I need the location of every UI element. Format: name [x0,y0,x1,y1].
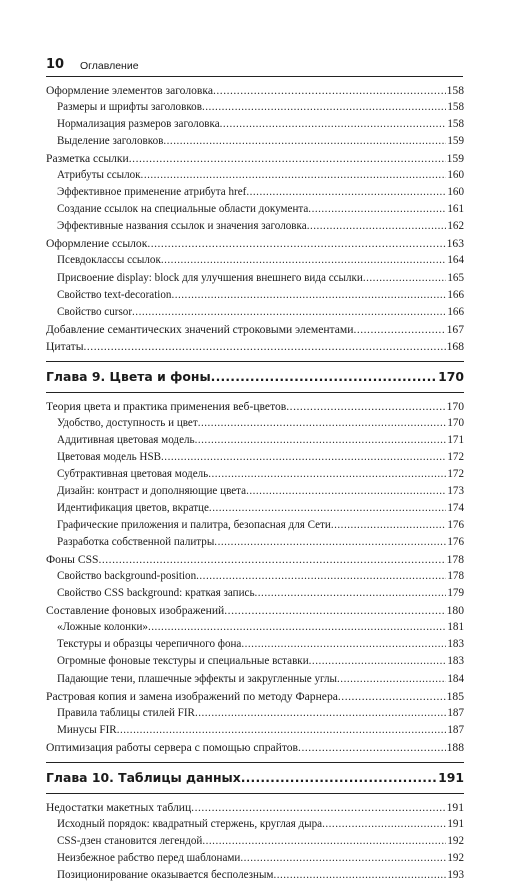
toc-entry-title: Разработка собственной палитры [57,536,215,549]
toc-entry-title: Размеры и шрифты заголовков [57,101,202,114]
toc-entry-title: Оформление ссылок [46,237,148,251]
toc-entry-page: 188 [446,740,464,754]
toc-subsection-row [46,816,464,833]
dot-leader [196,568,446,585]
toc-entry-page: 174 [447,502,464,515]
toc-subsection-row [46,184,464,201]
toc-section-row [46,398,464,415]
header-rule [46,76,463,77]
dot-leader [147,235,445,252]
dot-leader [246,483,446,500]
toc-subsection-row [46,99,464,116]
dot-leader [241,636,446,653]
toc-entry-title: Разметка ссылки [46,152,129,166]
toc-entry-title: Падающие тени, плашечные эффекты и закругленные углы [57,672,338,685]
toc-entry-page: 163 [446,237,464,251]
toc-entry-title: Цитаты [46,339,84,353]
toc-entry-page: 158 [447,101,464,114]
dot-leader [98,551,445,568]
toc-entry-title: Эффективные названия ссылок и значения заголовка [57,220,307,233]
toc-section-row [46,602,464,619]
dot-leader [208,466,446,483]
dot-leader [241,763,437,793]
dot-leader [307,218,447,235]
toc-subsection-row [46,568,464,585]
dot-leader [337,671,446,688]
toc-subsection-row [46,432,464,449]
toc-entry-page: 162 [447,220,464,233]
toc-entry-title: Свойство cursor [57,305,133,318]
toc-entry-page: 176 [447,519,464,532]
toc-subsection-row [46,449,464,466]
dot-leader [141,167,447,184]
toc-entry-page: 168 [446,339,464,353]
toc-subsection-row [46,270,464,287]
dot-leader [161,449,446,466]
dot-leader [84,338,446,355]
dot-leader [213,82,446,99]
toc-entry-title: Добавление семантических значений строковыми элементами [46,322,354,336]
toc-entry-title: Присвоение display: block для улучшения внешнего вида ссылки [57,271,363,284]
dot-leader [331,517,447,534]
toc-entry-page: 158 [447,118,464,131]
toc-subsection-row [46,867,464,884]
toc-section-row [46,739,464,756]
toc-entry-page: 171 [447,433,464,446]
toc-entry-page: 176 [447,536,464,549]
dot-leader [240,850,446,867]
toc-entry-page: 166 [447,305,464,318]
toc-entry-title: Растровая копия и замена изображений по методу Фарнера [46,689,338,703]
toc-subsection-row [46,671,464,688]
toc-entry-page: 181 [447,621,464,634]
toc-subsection-row [46,653,464,670]
dot-leader [148,619,446,636]
toc-subsection-row [46,415,464,432]
toc-subsection-row [46,850,464,867]
toc-section-row [46,235,464,252]
toc-subsection-row [46,218,464,235]
toc-subsection-row [46,466,464,483]
dot-leader [363,270,447,287]
toc-subsection-row [46,517,464,534]
dot-leader [286,398,445,415]
toc-subsection-row [46,833,464,850]
toc-subsection-row [46,483,464,500]
toc-entry-title: Выделение заголовков [57,135,164,148]
toc-entry-page: 178 [447,570,464,583]
running-header [46,57,462,73]
toc-entry-title: Графические приложения и палитра, безопасная для Сети [57,519,331,532]
toc-entry-page: 167 [446,322,464,336]
toc-subsection-row [46,722,464,739]
toc-entry-page: 192 [447,851,464,864]
toc-section-row [46,338,464,355]
dot-leader [195,432,447,449]
toc-entry-title: Недостатки макетных таблиц [46,800,192,814]
dot-leader [191,799,445,816]
toc-entry-title: Теория цвета и практика применения веб-цветов [46,399,287,413]
toc-entry-title: Фоны CSS [46,553,99,567]
toc-entry-page: 158 [446,84,464,97]
dot-leader [322,816,446,833]
toc-subsection-row [46,585,464,602]
toc-entry-page: 185 [446,689,464,703]
toc-entry-title: Свойство CSS background: краткая запись [57,587,255,600]
dot-leader [309,653,447,670]
toc-entry-title: Текстуры и образцы черепичного фона [57,638,242,651]
toc-subsection-row [46,304,464,321]
dot-leader [214,534,446,551]
dot-leader [353,321,445,338]
dot-leader [129,150,446,167]
toc-entry-title: Правила таблицы стилей FIR [57,706,195,719]
toc-entry-page: 166 [447,288,464,301]
toc-entry-title: Псевдоклассы ссылок [57,254,161,267]
dot-leader [209,500,446,517]
toc-entry-title: Оптимизация работы сервера с помощью спрайтов [46,740,299,754]
toc-subsection-row [46,500,464,517]
dot-leader [308,201,446,218]
toc-entry-page: 170 [446,399,464,413]
dot-leader [202,99,446,116]
toc-entry-title: Неизбежное рабство перед шаблонами [57,851,241,864]
toc-entry-page: 173 [447,484,464,497]
toc-entry-page: 183 [447,655,464,668]
toc-entry-page: 193 [447,868,464,881]
toc-entry-page: 191 [446,800,464,814]
page-number: 10 [46,57,65,72]
dot-leader [246,184,446,201]
running-title: Оглавление [80,60,139,72]
dot-leader [273,867,446,884]
toc-entry-title: «Ложные колонки» [57,621,148,634]
dot-leader [163,133,446,150]
toc-entry-title: Оформление элементов заголовка [46,84,213,97]
toc-entry-page: 187 [447,723,464,736]
toc-subsection-row [46,705,464,722]
toc-entry-page: 187 [447,706,464,719]
toc-entry-page: 160 [447,169,464,182]
toc-entry-page: 172 [447,467,464,480]
dot-leader [202,833,446,850]
toc-entry-title: Минусы FIR [57,723,117,736]
toc-section-row [46,688,464,705]
toc-entry-title: Огромные фоновые текстуры и специальные вставки [57,655,309,668]
toc-entry-page: 161 [447,203,464,216]
dot-leader [224,602,445,619]
toc-entry-title: Эффективное применение атрибута href [57,186,247,199]
toc-entry-title: Свойство background-position [57,570,197,583]
dot-leader [338,688,446,705]
toc-chapter-row [46,762,464,794]
dot-leader [132,304,446,321]
toc-entry-title: Глава 9. Цвета и фоны [46,368,211,384]
toc-subsection-row [46,133,464,150]
toc-section-row [46,799,464,816]
toc-subsection-row [46,287,464,304]
toc-subsection-row [46,636,464,653]
toc-subsection-row [46,252,464,269]
toc-entry-title: Удобство, доступность и цвет [57,416,198,429]
toc-subsection-row [46,534,464,551]
dot-leader [220,116,447,133]
toc-entry-page: 192 [447,834,464,847]
toc-chapter-row [46,361,464,393]
toc-entry-title: Идентификация цветов, вкратце [57,502,209,515]
dot-leader [117,722,447,739]
dot-leader [161,252,447,269]
toc-entry-page: 159 [447,135,464,148]
dot-leader [298,739,446,756]
toc-entry-page: 191 [438,769,464,785]
toc-entry-page: 180 [446,604,464,618]
toc-subsection-row [46,167,464,184]
toc-entry-title: Свойство text-decoration [57,288,172,301]
toc-section-row [46,551,464,568]
toc-entry-title: Атрибуты ссылок [57,169,141,182]
toc-subsection-row [46,619,464,636]
toc-entry-title: Субтрактивная цветовая модель [57,467,209,480]
toc-entry-title: Составление фоновых изображений [46,604,225,618]
toc-entry-page: 160 [447,186,464,199]
toc-entry-page: 172 [447,450,464,463]
toc-subsection-row [46,116,464,133]
toc-entry-page: 165 [447,271,464,284]
toc-entry-title: Нормализация размеров заголовка [57,118,220,131]
toc-entry-title: Цветовая модель HSB [57,450,162,463]
toc-entry-page: 164 [447,254,464,267]
table-of-contents [46,82,464,884]
dot-leader [171,287,446,304]
toc-entry-page: 170 [447,416,464,429]
toc-entry-title: Дизайн: контраст и дополняющие цвета [57,484,247,497]
toc-entry-page: 183 [447,638,464,651]
toc-entry-title: Исходный порядок: квадратный стержень, круглая дыра [57,817,323,830]
toc-entry-page: 159 [446,152,464,166]
dot-leader [195,705,446,722]
toc-entry-title: Глава 10. Таблицы данных [46,769,241,785]
toc-section-row [46,321,464,338]
toc-entry-title: CSS-дзен становится легендой [57,834,203,847]
dot-leader [255,585,447,602]
dot-leader [211,362,437,392]
toc-subsection-row [46,201,464,218]
toc-entry-page: 178 [446,553,464,567]
toc-entry-page: 179 [447,587,464,600]
toc-entry-title: Позиционирование оказывается бесполезным [57,868,274,881]
toc-section-row [46,150,464,167]
dot-leader [198,415,447,432]
toc-entry-page: 191 [447,817,464,830]
toc-entry-page: 184 [447,672,464,685]
toc-entry-title: Создание ссылок на специальные области документа [57,203,309,216]
toc-section-row [46,82,464,99]
toc-entry-page: 170 [438,368,464,384]
toc-entry-title: Аддитивная цветовая модель [57,433,195,446]
